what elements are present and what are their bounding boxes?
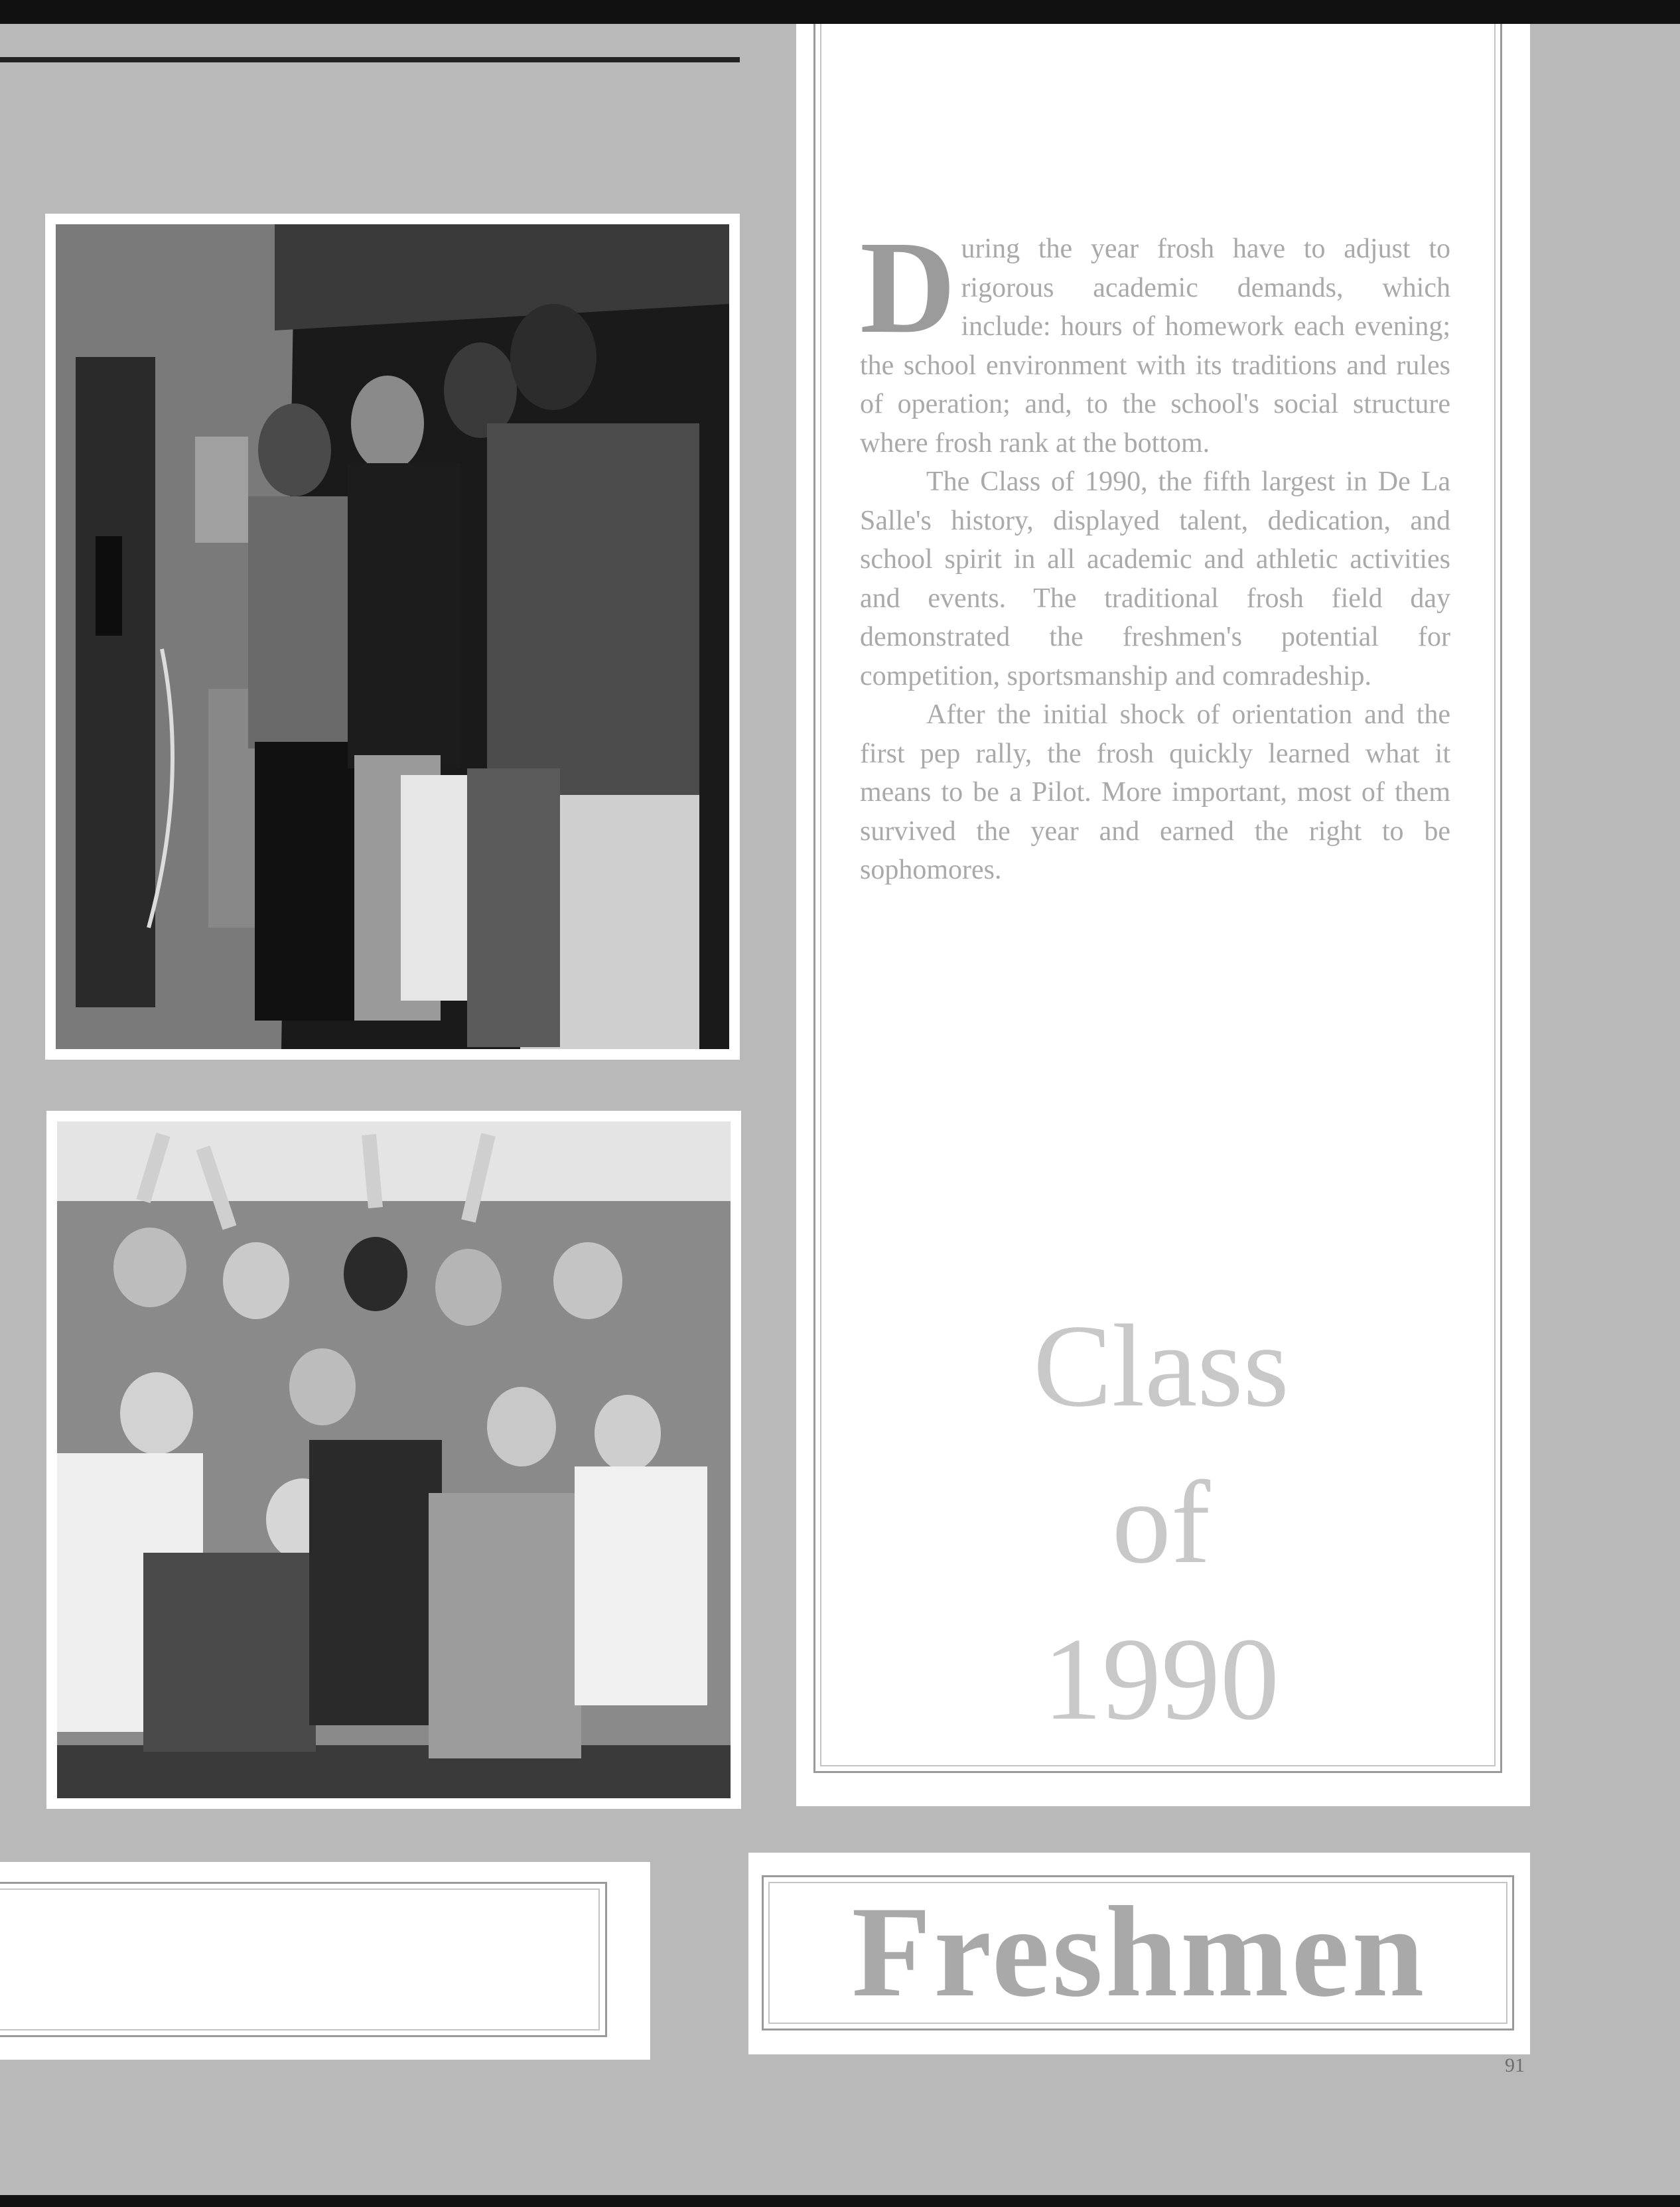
photo-phones-image [56,224,729,1049]
page-number: 91 [1505,2054,1525,2076]
drop-cap: D [860,214,956,361]
article-paragraph-1: During the year frosh have to adjust to rigorous academic demands, which include: hours of homework each evening; the school environment with its traditions and rules of operation; and, to the school's social structure where frosh rank at the bottom. [860,214,1450,459]
article-paragraph-3: After the initial shock of orientation and the first pep rally, the frosh quickly learned what it means to be a Pilot. More important, most of them survived the year and earned the right to be sophomores. [860,699,1450,885]
top-border [0,0,1680,24]
empty-label-box [0,1862,650,2060]
photo-students-at-phones [45,214,740,1060]
section-label: Freshmen [851,1880,1427,2024]
article-paragraph-2: The Class of 1990, the fifth largest in De La Salle's history, displayed talent, dedication, and school spirit in all academic and athletic activities and events. The traditional frosh field day demonstrated the freshmen's potential for competition, sportsmanship and comradeship. [860,466,1450,691]
photo-crowd-image [57,1121,731,1798]
headline [896,1287,1427,1757]
photo-cheering-freshmen [46,1111,741,1809]
article-body [860,214,1450,890]
headline-line-2: of [1111,1457,1211,1588]
section-label-box [748,1853,1530,2054]
headline-line-3: 1990 [1043,1613,1279,1744]
top-rule [0,57,740,62]
bottom-border [0,2195,1680,2207]
headline-line-1: Class [1033,1300,1289,1431]
